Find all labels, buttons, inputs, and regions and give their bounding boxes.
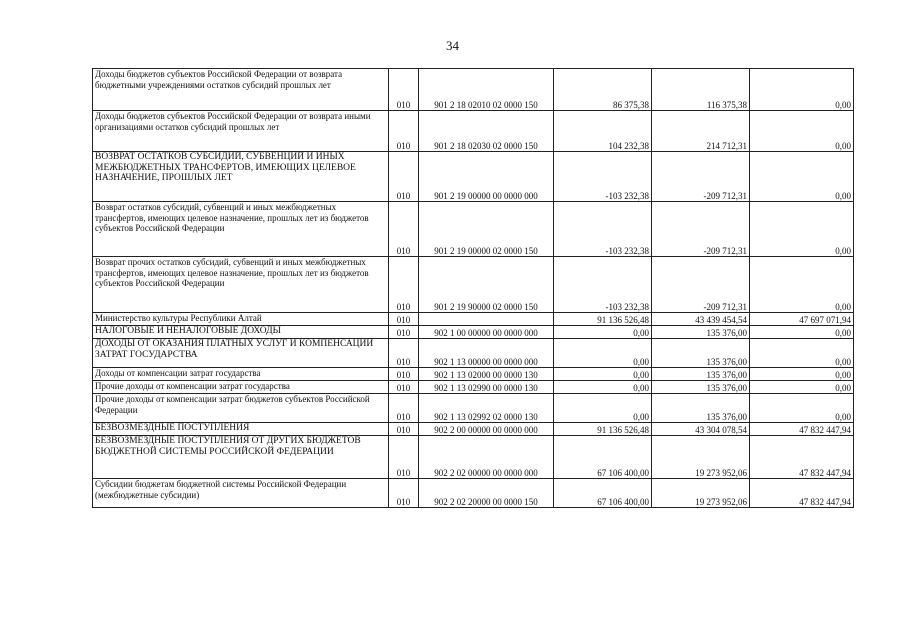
row-budget-code: 901 2 19 00000 02 0000 150 bbox=[419, 202, 554, 257]
row-name: Возврат остатков субсидий, субвенций и иных межбюджетных трансфертов, имеющих целевое назначение, прошлых лет из бюджетов субъектов Российской Федерации bbox=[93, 202, 389, 257]
budget-revenue-table bbox=[92, 68, 854, 508]
row-value-2: 135 376,00 bbox=[652, 339, 750, 368]
row-budget-code: 902 2 00 00000 00 0000 000 bbox=[419, 423, 554, 436]
row-admin-code: 010 bbox=[389, 152, 419, 202]
table-row bbox=[93, 479, 854, 508]
row-name: Прочие доходы от компенсации затрат государства bbox=[93, 381, 389, 394]
row-name: Возврат прочих остатков субсидий, субвенций и иных межбюджетных трансфертов, имеющих целевое назначение, прошлых лет из бюджетов субъектов Российской Федерации bbox=[93, 257, 389, 313]
row-value-3: 0,00 bbox=[750, 257, 854, 313]
row-budget-code: 902 2 02 00000 00 0000 000 bbox=[419, 436, 554, 479]
row-value-3: 0,00 bbox=[750, 368, 854, 381]
row-budget-code: 902 2 02 20000 00 0000 150 bbox=[419, 479, 554, 508]
row-admin-code: 010 bbox=[389, 202, 419, 257]
row-admin-code: 010 bbox=[389, 326, 419, 339]
row-value-1: -103 232,38 bbox=[554, 202, 652, 257]
row-admin-code: 010 bbox=[389, 479, 419, 508]
row-admin-code: 010 bbox=[389, 339, 419, 368]
table-row bbox=[93, 368, 854, 381]
row-value-3: 47 832 447,94 bbox=[750, 479, 854, 508]
row-budget-code: 901 2 18 02010 02 0000 150 bbox=[419, 69, 554, 111]
row-name: Доходы от компенсации затрат государства bbox=[93, 368, 389, 381]
row-name: Субсидии бюджетам бюджетной системы Российской Федерации (межбюджетные субсидии) bbox=[93, 479, 389, 508]
row-value-3: 47 832 447,94 bbox=[750, 423, 854, 436]
row-value-1: 0,00 bbox=[554, 326, 652, 339]
row-value-3: 47 697 071,94 bbox=[750, 313, 854, 326]
row-budget-code: 901 2 19 00000 00 0000 000 bbox=[419, 152, 554, 202]
table-row bbox=[93, 339, 854, 368]
row-value-2: 135 376,00 bbox=[652, 394, 750, 423]
row-value-1: -103 232,38 bbox=[554, 152, 652, 202]
row-name: НАЛОГОВЫЕ И НЕНАЛОГОВЫЕ ДОХОДЫ bbox=[93, 326, 389, 339]
row-value-2: 135 376,00 bbox=[652, 326, 750, 339]
row-name: Министерство культуры Республики Алтай bbox=[93, 313, 389, 326]
row-value-1: 0,00 bbox=[554, 381, 652, 394]
row-admin-code: 010 bbox=[389, 423, 419, 436]
row-value-1: 104 232,38 bbox=[554, 111, 652, 152]
row-value-3: 0,00 bbox=[750, 381, 854, 394]
table-row bbox=[93, 313, 854, 326]
row-admin-code: 010 bbox=[389, 436, 419, 479]
row-value-1: 67 106 400,00 bbox=[554, 436, 652, 479]
row-budget-code bbox=[419, 313, 554, 326]
row-name: БЕЗВОЗМЕЗДНЫЕ ПОСТУПЛЕНИЯ bbox=[93, 423, 389, 436]
row-name: Доходы бюджетов субъектов Российской Федерации от возврата бюджетными учреждениями остатков субсидий прошлых лет bbox=[93, 69, 389, 111]
row-value-2: 19 273 952,06 bbox=[652, 436, 750, 479]
row-value-2: 116 375,38 bbox=[652, 69, 750, 111]
table-row bbox=[93, 111, 854, 152]
row-budget-code: 902 1 13 00000 00 0000 000 bbox=[419, 339, 554, 368]
row-value-1: 0,00 bbox=[554, 339, 652, 368]
row-value-1: -103 232,38 bbox=[554, 257, 652, 313]
row-value-2: -209 712,31 bbox=[652, 152, 750, 202]
row-value-2: 43 439 454,54 bbox=[652, 313, 750, 326]
row-budget-code: 902 1 13 02000 00 0000 130 bbox=[419, 368, 554, 381]
row-value-2: 19 273 952,06 bbox=[652, 479, 750, 508]
table-row bbox=[93, 69, 854, 111]
row-value-3: 0,00 bbox=[750, 69, 854, 111]
row-value-1: 0,00 bbox=[554, 394, 652, 423]
row-value-1: 0,00 bbox=[554, 368, 652, 381]
row-budget-code: 902 1 13 02990 00 0000 130 bbox=[419, 381, 554, 394]
row-value-3: 0,00 bbox=[750, 111, 854, 152]
table-row bbox=[93, 381, 854, 394]
row-admin-code: 010 bbox=[389, 111, 419, 152]
row-value-2: -209 712,31 bbox=[652, 257, 750, 313]
row-budget-code: 901 2 18 02030 02 0000 150 bbox=[419, 111, 554, 152]
row-admin-code: 010 bbox=[389, 69, 419, 111]
table-row bbox=[93, 326, 854, 339]
table-row bbox=[93, 202, 854, 257]
row-value-3: 0,00 bbox=[750, 326, 854, 339]
row-value-1: 91 136 526,48 bbox=[554, 313, 652, 326]
row-admin-code: 010 bbox=[389, 394, 419, 423]
row-admin-code: 010 bbox=[389, 381, 419, 394]
row-value-3: 0,00 bbox=[750, 394, 854, 423]
row-value-1: 67 106 400,00 bbox=[554, 479, 652, 508]
row-name: Прочие доходы от компенсации затрат бюджетов субъектов Российской Федерации bbox=[93, 394, 389, 423]
table-row bbox=[93, 152, 854, 202]
table-row bbox=[93, 257, 854, 313]
row-budget-code: 901 2 19 90000 02 0000 150 bbox=[419, 257, 554, 313]
row-value-3: 0,00 bbox=[750, 339, 854, 368]
row-value-3: 0,00 bbox=[750, 202, 854, 257]
row-name: Доходы бюджетов субъектов Российской Федерации от возврата иными организациями остатков субсидий прошлых лет bbox=[93, 111, 389, 152]
page-number: 34 bbox=[446, 38, 459, 53]
row-admin-code: 010 bbox=[389, 257, 419, 313]
row-budget-code: 902 1 00 00000 00 0000 000 bbox=[419, 326, 554, 339]
row-value-1: 91 136 526,48 bbox=[554, 423, 652, 436]
row-value-2: 135 376,00 bbox=[652, 368, 750, 381]
row-budget-code: 902 1 13 02992 02 0000 130 bbox=[419, 394, 554, 423]
row-admin-code: 010 bbox=[389, 313, 419, 326]
row-admin-code: 010 bbox=[389, 368, 419, 381]
row-name: ДОХОДЫ ОТ ОКАЗАНИЯ ПЛАТНЫХ УСЛУГ И КОМПЕНСАЦИИ ЗАТРАТ ГОСУДАРСТВА bbox=[93, 339, 389, 368]
row-value-2: 214 712,31 bbox=[652, 111, 750, 152]
row-name: ВОЗВРАТ ОСТАТКОВ СУБСИДИЙ, СУБВЕНЦИЙ И ИНЫХ МЕЖБЮДЖЕТНЫХ ТРАНСФЕРТОВ, ИМЕЮЩИХ ЦЕЛЕВОЕ НАЗНАЧЕНИЕ, ПРОШЛЫХ ЛЕТ bbox=[93, 152, 389, 202]
row-value-2: 43 304 078,54 bbox=[652, 423, 750, 436]
row-value-2: 135 376,00 bbox=[652, 381, 750, 394]
table-row bbox=[93, 394, 854, 423]
row-value-3: 0,00 bbox=[750, 152, 854, 202]
row-value-2: -209 712,31 bbox=[652, 202, 750, 257]
table-row bbox=[93, 423, 854, 436]
row-value-1: 86 375,38 bbox=[554, 69, 652, 111]
row-name: БЕЗВОЗМЕЗДНЫЕ ПОСТУПЛЕНИЯ ОТ ДРУГИХ БЮДЖЕТОВ БЮДЖЕТНОЙ СИСТЕМЫ РОССИЙСКОЙ ФЕДЕРАЦИИ bbox=[93, 436, 389, 479]
row-value-3: 47 832 447,94 bbox=[750, 436, 854, 479]
table-row bbox=[93, 436, 854, 479]
